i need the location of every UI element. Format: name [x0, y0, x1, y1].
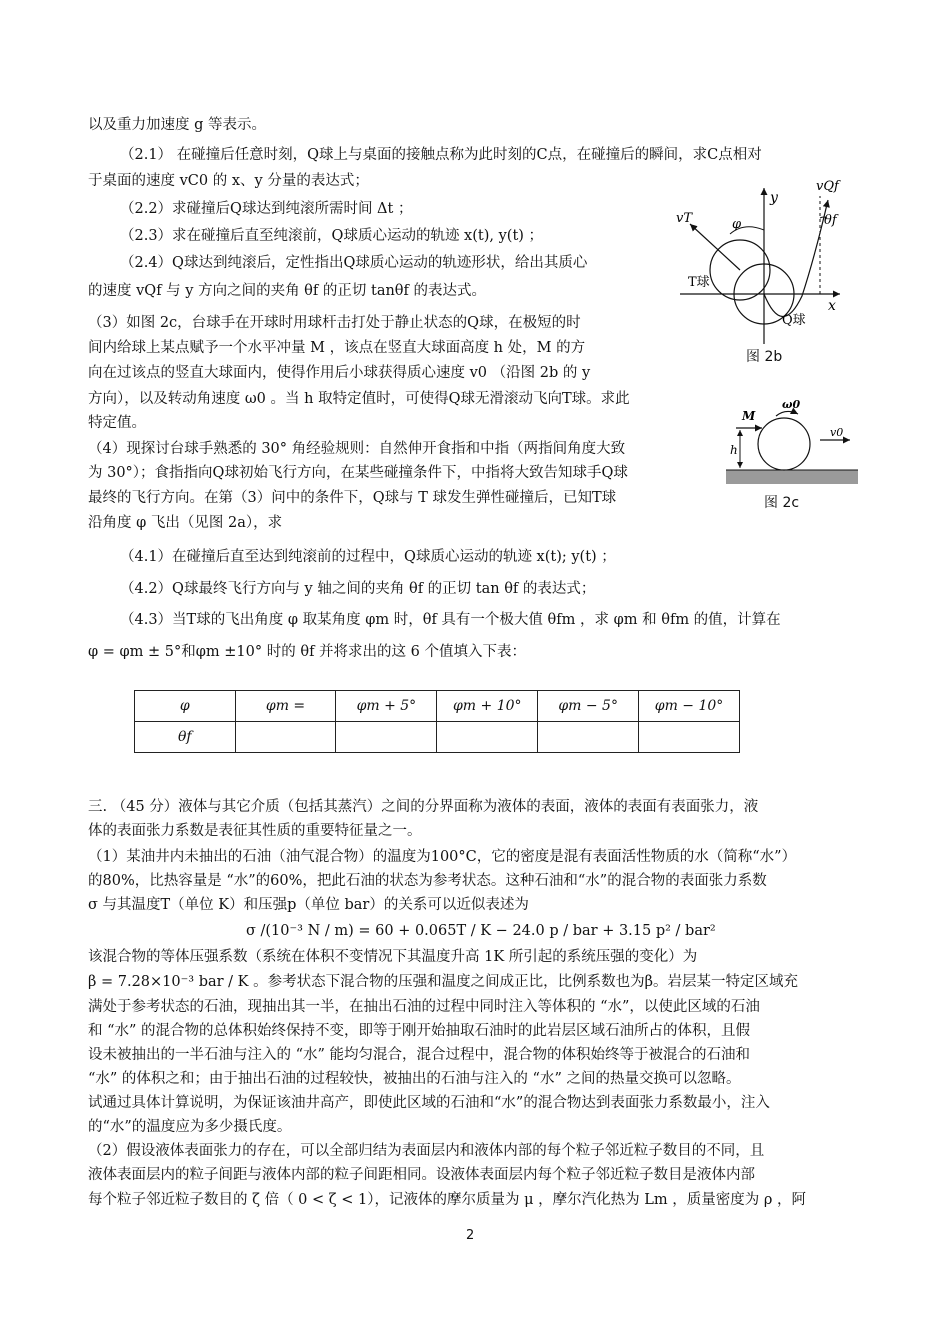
- label-omega0: ω0: [782, 398, 801, 411]
- table-cell: [639, 722, 740, 753]
- table-cell: θf: [135, 722, 236, 753]
- page-number: 2: [466, 1228, 475, 1243]
- table-surface: [726, 470, 858, 484]
- label-y: y: [770, 190, 778, 206]
- text-line: 体的表面张力系数是表征其性质的重要特征量之一。: [88, 823, 422, 839]
- text-line: 设未被抽出的一半石油与注入的 “水” 能均匀混合，混合过程中，混合物的体积始终等于被混合的石油和: [88, 1047, 751, 1063]
- table-cell: φ: [135, 691, 236, 722]
- figure-2b: [670, 176, 870, 346]
- table-cell: φm + 10°: [437, 691, 538, 722]
- text-line: （4.2）Q球最终飞行方向与 y 轴之间的夹角 θf 的正切 tan θf 的表达式；: [120, 581, 596, 597]
- label-tball: T球: [688, 275, 710, 290]
- text-line: （2.4）Q球达到纯滚后，定性指出Q球质心运动的轨迹形状，给出其质心: [120, 255, 588, 271]
- table-cell: φm + 5°: [336, 691, 437, 722]
- text-line: 和 “水” 的混合物的总体积始终保持不变，即等于刚开始抽取石油时的此岩层区域石油所占的体积，且假: [88, 1023, 751, 1039]
- text-line: 的“水”的温度应为多少摄氏度。: [88, 1119, 292, 1135]
- text-line: 满处于参考状态的石油，现抽出其一半，在抽出石油的过程中同时注入等体积的 “水”，以使此区域的石油: [88, 999, 760, 1015]
- text-line: “水” 的体积之和；由于抽出石油的过程较快，被抽出的石油与注入的 “水” 之间的热量交换可以忽略。: [88, 1071, 741, 1087]
- text-line: 三. （45 分）液体与其它介质（包括其蒸汽）之间的分界面称为液体的表面，液体的表面有表面张力，液: [88, 799, 759, 815]
- table-cell: [235, 722, 336, 753]
- text-line: （2.1） 在碰撞后任意时刻，Q球上与桌面的接触点称为此时刻的C点，在碰撞后的瞬间，求C点相对: [120, 147, 762, 163]
- text-line: 间内给球上某点赋予一个水平冲量 M ，该点在竖直大球面高度 h 处，M 的方: [88, 340, 586, 356]
- text-line: （2）假设液体表面张力的存在，可以全部归结为表面层内和液体内部的每个粒子邻近粒子数目的不同，且: [88, 1143, 765, 1159]
- text-line: （4.1）在碰撞后直至达到纯滚前的过程中，Q球质心运动的轨迹 x(t); y(t) ；: [120, 549, 616, 565]
- text-line: 方向），以及转动角速度 ω0 。当 h 取特定值时，可使得Q球无滑滚动飞向T球。求此: [88, 391, 630, 407]
- text-line: 该混合物的等体压强系数（系统在体积不变情况下其温度升高 1K 所引起的系统压强的变化）为: [88, 949, 698, 965]
- table-cell: [437, 722, 538, 753]
- text-line: 每个粒子邻近粒子数目的 ζ 倍（ 0 < ζ < 1），记液体的摩尔质量为 μ ，摩尔汽化热为 Lm ，质量密度为 ρ ，阿: [88, 1192, 806, 1208]
- label-x: x: [828, 298, 836, 314]
- caption-fig2c: 图 2c: [764, 495, 800, 511]
- text-line: 的速度 vQf 与 y 方向之间的夹角 θf 的正切 tanθf 的表达式。: [88, 283, 487, 299]
- text-line: β = 7.28×10⁻³ bar / K 。参考状态下混合物的压强和温度之间成正比，比例系数也为β。岩层某一特定区域充: [88, 974, 798, 990]
- theta-table: [134, 690, 740, 753]
- text-line: 试通过具体计算说明，为保证该油井高产，即使此区域的石油和“水”的混合物达到表面张力系数最小，注入: [88, 1095, 770, 1111]
- table-cell: [538, 722, 639, 753]
- label-vT: vT: [676, 211, 693, 226]
- table-cell: φm =: [235, 691, 336, 722]
- text-line: φ = φm ± 5°和φm ±10° 时的 θf 并将求出的这 6 个值填入下表：: [88, 644, 526, 660]
- text-line: 沿角度 φ 飞出（见图 2a），求: [88, 515, 283, 531]
- text-line: 以及重力加速度 g 等表示。: [88, 117, 266, 133]
- text-line: （3）如图 2c，台球手在开球时用球杆击打处于静止状态的Q球，在极短的时: [88, 315, 581, 331]
- text-line: 为 30°）；食指指向Q球初始飞行方向，在某些碰撞条件下，中指将大致告知球手Q球: [88, 465, 628, 481]
- text-line: 向在过该点的竖直大球面内，使得作用后小球获得质心速度 v0 （沿图 2b 的 y: [88, 365, 591, 381]
- text-line: （4.3）当T球的飞出角度 φ 取某角度 φm 时，θf 具有一个极大值 θfm ，求 φm 和 θfm 的值，计算在: [120, 612, 781, 628]
- text-line: 特定值。: [88, 415, 146, 431]
- text-line: σ 与其温度T（单位 K）和压强p（单位 bar）的关系可以近似表述为: [88, 897, 529, 913]
- equation: σ /(10⁻³ N / m) = 60 + 0.065T / K − 24.0 p / bar + 3.15 p² / bar²: [246, 923, 716, 939]
- text-line: 的80%，比热容量是 “水”的60%，把此石油的状态为参考状态。这种石油和“水”的混合物的表面张力系数: [88, 873, 767, 889]
- table-row: [135, 722, 740, 753]
- caption-fig2b: 图 2b: [746, 349, 783, 365]
- label-h: h: [730, 443, 738, 457]
- figure-2c: [726, 396, 864, 492]
- label-v0: v0: [830, 426, 844, 439]
- label-phi: φ: [732, 217, 742, 232]
- text-line: （2.2）求碰撞后Q球达到纯滚所需时间 Δt ；: [120, 201, 413, 217]
- table-cell: φm − 10°: [639, 691, 740, 722]
- label-M: M: [742, 409, 756, 423]
- table-row: [135, 691, 740, 722]
- table-cell: [336, 722, 437, 753]
- text-line: 于桌面的速度 vC0 的 x、y 分量的表达式；: [88, 173, 369, 189]
- label-thetaf: θf: [824, 213, 837, 228]
- text-line: （4）现探讨台球手熟悉的 30° 角经验规则：自然伸开食指和中指（两指间角度大致: [88, 441, 626, 457]
- table-cell: φm − 5°: [538, 691, 639, 722]
- label-vQf: vQf: [816, 179, 839, 194]
- ball: [758, 418, 810, 470]
- label-qball: Q球: [782, 313, 806, 328]
- text-line: （2.3）求在碰撞后直至纯滚前，Q球质心运动的轨迹 x(t), y(t) ；: [120, 228, 544, 244]
- text-line: （1）某油井内未抽出的石油（油气混合物）的温度为100°C，它的密度是混有表面活性物质的水（简称“水”）: [88, 849, 797, 865]
- text-line: 最终的飞行方向。在第（3）问中的条件下，Q球与 T 球发生弹性碰撞后，已知T球: [88, 490, 617, 506]
- text-line: 液体表面层内的粒子间距与液体内部的粒子间距相同。设液体表面层内每个粒子邻近粒子数目是液体内部: [88, 1167, 755, 1183]
